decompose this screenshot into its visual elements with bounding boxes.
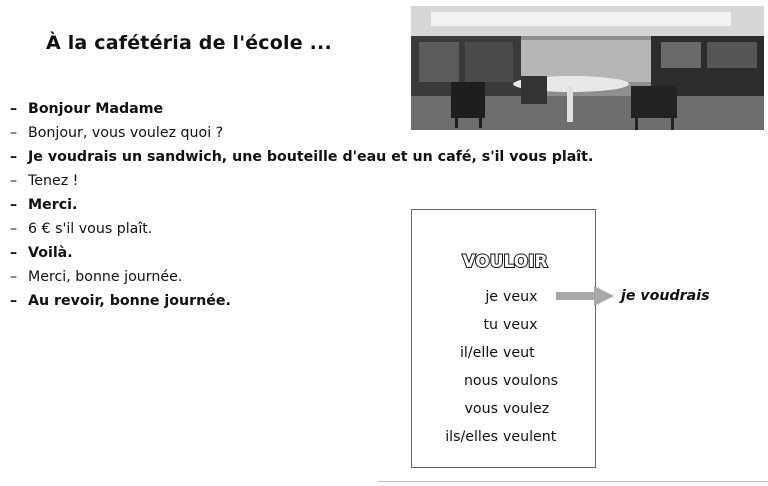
conjugation-row xyxy=(0,342,768,364)
verb-form: voulons xyxy=(503,373,559,389)
pronoun: ils/elles xyxy=(445,429,498,445)
pronoun: il/elle xyxy=(459,345,498,361)
conjugation-row xyxy=(0,314,768,336)
pronoun: je xyxy=(485,289,498,305)
pronoun: nous xyxy=(463,373,498,389)
dialogue-line: – Bonjour Madame xyxy=(10,101,164,117)
verb-form: veulent xyxy=(503,429,557,445)
dialogue-line: – Merci. xyxy=(10,197,78,213)
dialogue-line: – Tenez ! xyxy=(10,173,79,189)
dialogue-line: – 6 € s'il vous plaît. xyxy=(10,221,153,237)
verb-form: veux xyxy=(503,317,538,333)
svg-text:VOULOIR: VOULOIR xyxy=(462,252,548,272)
dialogue-line: – Au revoir, bonne journée. xyxy=(10,293,231,309)
pronoun: tu xyxy=(483,317,498,333)
verb-form: veut xyxy=(503,345,535,361)
verb-form: veux xyxy=(503,289,538,305)
pronoun: vous xyxy=(464,401,498,417)
verb-title xyxy=(460,247,550,275)
dialogue-line: – Bonjour, vous voulez quoi ? xyxy=(10,125,224,141)
dialogue-line: – Merci, bonne journée. xyxy=(10,269,183,285)
page-title: À la cafétéria de l'école ... xyxy=(46,32,332,54)
arrow-right-icon xyxy=(556,286,616,306)
dialogue-line: – Voilà. xyxy=(10,245,73,261)
conjugation-row xyxy=(0,398,768,420)
conjugation-row xyxy=(0,370,768,392)
conditional-form: je voudrais xyxy=(621,288,710,304)
dialogue-line: – Je voudrais un sandwich, une bouteille d'eau et un café, s'il vous plaît. xyxy=(10,149,594,165)
divider xyxy=(378,481,768,482)
conjugation-row xyxy=(0,426,768,448)
verb-form: voulez xyxy=(503,401,550,417)
